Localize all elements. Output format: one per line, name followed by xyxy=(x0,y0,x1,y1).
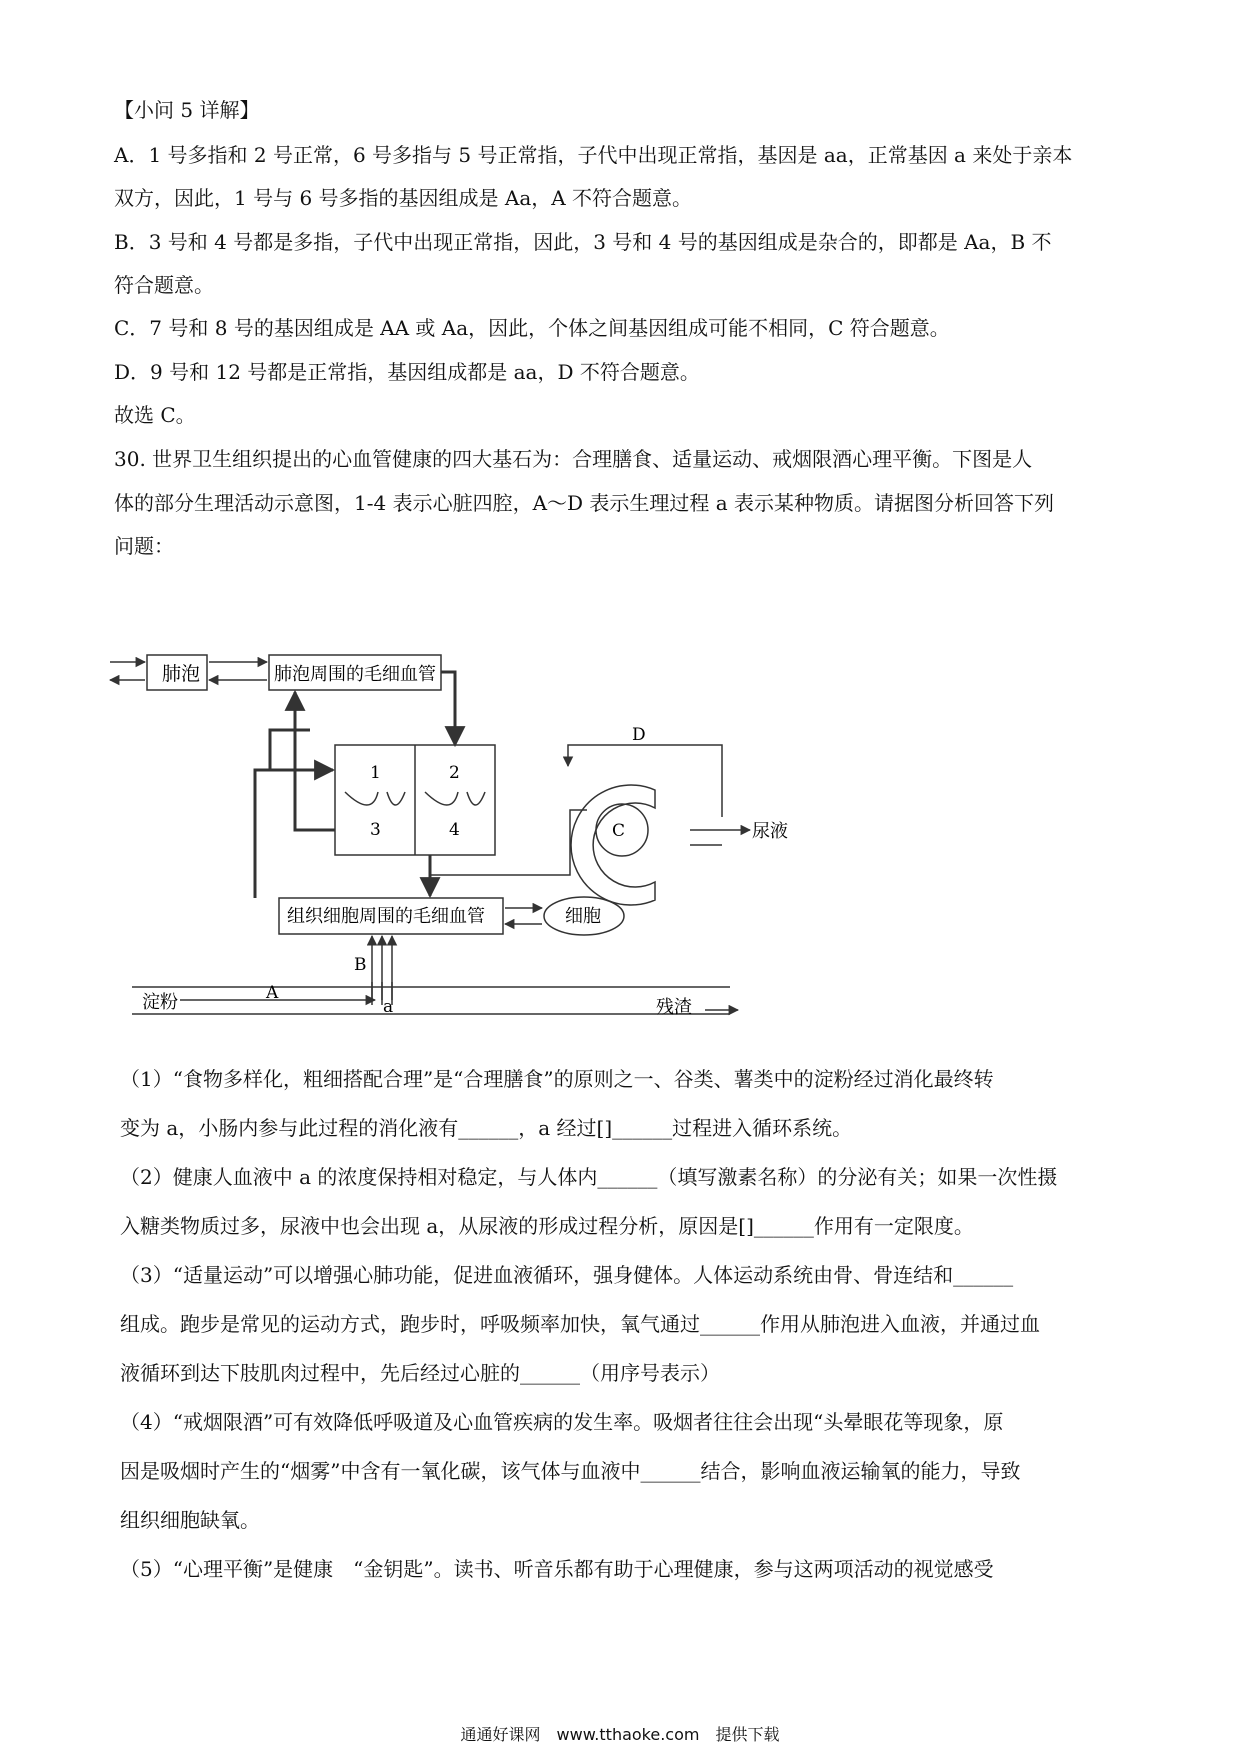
digestive-tract xyxy=(0,980,1240,1040)
starch-label: 淀粉 xyxy=(142,992,178,1013)
chamber-4: 4 xyxy=(449,820,460,840)
label-c: C xyxy=(612,821,626,841)
chamber-1: 1 xyxy=(370,763,381,783)
question-30-line-3: 问题： xyxy=(114,534,174,558)
question-3-line-3: 液循环到达下肢肌肉过程中，先后经过心脏的______（用序号表示） xyxy=(120,1361,720,1385)
question-5-line-1: （5）“心理平衡”是健康 “金钥匙”。读书、听音乐都有助于心理健康，参与这两项活动的视觉感受 xyxy=(120,1557,994,1581)
label-a-lower: a xyxy=(383,997,394,1017)
chamber-3: 3 xyxy=(370,820,381,840)
label-b: B xyxy=(354,955,367,975)
question-4-line-1: （4）“戒烟限酒”可有效降低呼吸道及心血管疾病的发生率。吸烟者往往会出现“头晕眼花等现象，原 xyxy=(120,1410,1004,1434)
question-30-line-2: 体的部分生理活动示意图，1-4 表示心脏四腔，A～D 表示生理过程 a 表示某种物质。请据图分析回答下列 xyxy=(114,491,1055,515)
answer-line-c: C．7 号和 8 号的基因组成是 AA 或 Aa，因此，个体之间基因组成可能不相同，C 符合题意。 xyxy=(114,316,950,340)
answer-conclusion: 故选 C。 xyxy=(114,403,196,427)
question-1-line-2: 变为 a，小肠内参与此过程的消化液有______，a 经过[]______过程进入循环系统。 xyxy=(120,1116,853,1140)
answer-line-a1: A．1 号多指和 2 号正常，6 号多指与 5 号正常指，子代中出现正常指，基因是 aa，正常基因 a 来处于亲本 xyxy=(114,143,1073,167)
label-a-upper: A xyxy=(266,983,279,1003)
footer-source: 通通好课网 www.tthaoke.com 提供下载 xyxy=(460,1725,780,1744)
label-d: D xyxy=(632,725,646,745)
question-30-line-1: 30. 世界卫生组织提出的心血管健康的四大基石为：合理膳食、适量运动、戒烟限酒心理平衡。下图是人 xyxy=(114,447,1033,471)
question-4-line-2: 因是吸烟时产生的“烟雾”中含有一氧化碳，该气体与血液中______结合，影响血液运输氧的能力，导致 xyxy=(120,1459,1021,1483)
answer-line-d: D．9 号和 12 号都是正常指，基因组成都是 aa，D 不符合题意。 xyxy=(114,360,700,384)
residue-label: 残渣 xyxy=(656,997,692,1018)
question-2-line-1: （2）健康人血液中 a 的浓度保持相对稳定，与人体内______（填写激素名称）的分泌有关；如果一次性摄 xyxy=(120,1165,1058,1189)
question-3-line-1: （3）“适量运动”可以增强心肺功能，促进血液循环，强身健体。人体运动系统由骨、骨连结和______ xyxy=(120,1263,1014,1287)
alveoli-label: 肺泡 xyxy=(162,663,201,685)
cell-label: 细胞 xyxy=(565,906,601,927)
question-1-line-1: （1）“食物多样化，粗细搭配合理”是“合理膳食”的原则之一、谷类、薯类中的淀粉经过消化最终转 xyxy=(120,1067,994,1091)
answer-line-a2: 双方，因此，1 号与 6 号多指的基因组成是 Aa，A 不符合题意。 xyxy=(114,186,693,210)
tissue-capillaries-label: 组织细胞周围的毛细血管 xyxy=(287,906,485,927)
urine-label: 尿液 xyxy=(752,821,788,842)
answer-line-b2: 符合题意。 xyxy=(114,273,214,297)
section-heading: 【小问 5 详解】 xyxy=(114,98,260,122)
answer-line-b1: B．3 号和 4 号都是多指，子代中出现正常指，因此，3 号和 4 号的基因组成是杂合的，即都是 Aa，B 不 xyxy=(114,230,1052,254)
question-3-line-2: 组成。跑步是常见的运动方式，跑步时，呼吸频率加快，氧气通过______作用从肺泡进入血液，并通过血 xyxy=(120,1312,1040,1336)
chamber-2: 2 xyxy=(449,763,460,783)
alveolar-capillaries-label: 肺泡周围的毛细血管 xyxy=(274,664,436,685)
question-4-line-3: 组织细胞缺氧。 xyxy=(120,1508,260,1532)
question-2-line-2: 入糖类物质过多，尿液中也会出现 a，从尿液的形成过程分析，原因是[]______作用有一定限度。 xyxy=(120,1214,974,1238)
